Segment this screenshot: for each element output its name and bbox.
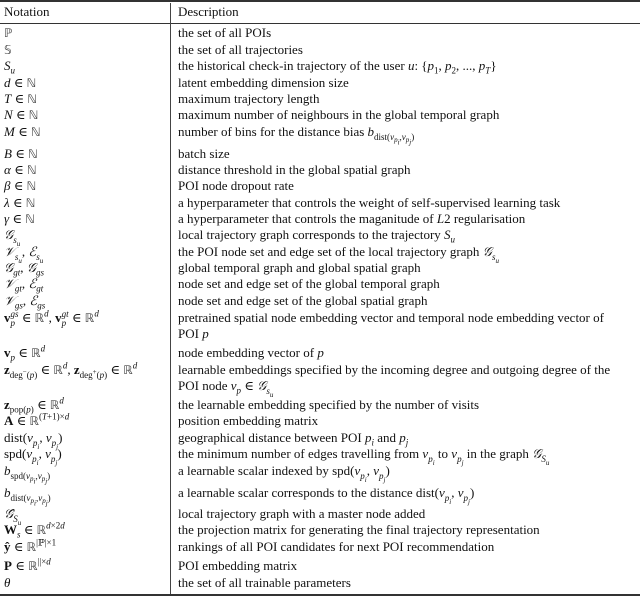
notation-cell: M ∈ ℕ <box>4 124 41 139</box>
table-row <box>0 244 640 265</box>
notation-cell: $v_p$ ∈ ℝ$^d$ <box>4 343 46 363</box>
notation-cell: θ <box>4 575 11 590</box>
table-row <box>0 345 640 361</box>
notation-cell: $𝒢̂_{S_u}$ <box>4 507 22 527</box>
table-row <box>0 430 640 451</box>
description-cell: pretrained spatial node embedding vector and temporal node embedding vector of <box>178 310 604 325</box>
table-row <box>0 260 640 276</box>
description-cell: distance threshold in the global spatial graph <box>178 162 411 177</box>
description-cell: maximum trajectory length <box>178 91 320 106</box>
description-cell: local trajectory graph with a master node added <box>178 506 426 521</box>
notation-cell: ŷ ∈ ℝ$^{|ℙ|\times 1}$ <box>4 537 57 554</box>
table-row <box>0 446 640 467</box>
notation-cell: $z_{pop(p)}$ ∈ ℝ$^d$ <box>4 395 64 415</box>
notation-cell: λ ∈ ℕ <box>4 195 36 210</box>
description-cell: POI embedding matrix <box>178 558 298 573</box>
description-cell: the minimum number of edges travelling from $v_{p_i}$ to $v_{p_j}$ in the graph 𝒢$_{S_u}$ <box>178 446 550 467</box>
description-cell: the set of all POIs <box>178 25 272 40</box>
table-row <box>0 146 640 162</box>
description-cell: geographical distance between POI $p_i$ and $p_j$ <box>178 430 409 448</box>
description-cell: the historical check-in trajectory of the user u: {$p_1$, $p_2$, ..., $p_T$} <box>178 58 497 76</box>
bottom-rule <box>0 594 640 596</box>
table-row <box>0 211 640 227</box>
notation-cell: $W_s$ ∈ ℝ$^{d\times 2d}$ <box>4 520 65 540</box>
description-cell: number of bins for the distance bias $b_{dist(v_{p_i},v_{p_j})}$ <box>178 124 415 147</box>
notation-cell: 𝕊 <box>4 43 12 57</box>
table-row <box>0 58 640 74</box>
description-cell: global temporal graph and global spatial graph <box>178 260 421 275</box>
notation-cell: P ∈ ℝ$^{||\times d}$ <box>4 556 51 573</box>
description-cell: the learnable embedding specified by the number of visits <box>178 397 480 412</box>
notation-cell: 𝒱$_{gs}$, ℰ$_{gs}$ <box>4 293 46 311</box>
description-cell: a hyperparameter that controls the weight of self-supervised learning task <box>178 195 561 210</box>
header-rule <box>0 23 640 24</box>
description-cell-continued: POI node $v_p$ ∈ 𝒢$_{s_u}$ <box>178 378 274 399</box>
table-row <box>0 308 640 341</box>
description-cell: node set and edge set of the global spatial graph <box>178 293 428 308</box>
notation-cell: 𝒢$_{gt}$, 𝒢$_{gs}$ <box>4 260 45 278</box>
table-row <box>0 276 640 292</box>
notation-cell: N ∈ ℕ <box>4 107 39 122</box>
notation-cell: 𝒱$_{s_u}$, ℰ$_{s_u}$ <box>4 244 44 265</box>
notation-cell: 𝒱$_{gt}$, ℰ$_{gt}$ <box>4 276 44 294</box>
description-cell: POI node dropout rate <box>178 178 294 193</box>
description-cell: the projection matrix for generating the final trajectory representation <box>178 522 540 537</box>
notation-cell: $S_u$ <box>4 58 15 76</box>
table-row <box>0 575 640 591</box>
description-cell: the set of all trajectories <box>178 42 303 57</box>
table-row <box>0 485 640 508</box>
description-cell: a learnable scalar indexed by $spd(v_{p_i}$, $v_{p_j}$) <box>178 463 390 484</box>
notation-cell: $z_{deg^-(p)}$ ∈ ℝ$^d$, $z_{deg^+(p)}$ ∈ ℝ$^d$ <box>4 360 138 380</box>
table-row <box>0 539 640 555</box>
notation-cell: $b_{spd(v_{p_i},v_{p_j})}$ <box>4 463 51 486</box>
notation-cell: vgs p ∈ ℝ$^d$, vgt p ∈ ℝ$^d$ <box>4 308 99 329</box>
description-cell-continued: POI p <box>178 326 209 341</box>
description-cell: the POI node set and edge set of the local trajectory graph 𝒢$_{s_u}$ <box>178 244 499 265</box>
table-row <box>0 463 640 486</box>
table-row <box>0 162 640 178</box>
notation-cell: ℙ <box>4 26 13 40</box>
table-row <box>0 522 640 538</box>
description-cell: rankings of all POI candidates for next POI recommendation <box>178 539 495 554</box>
table-row <box>0 195 640 211</box>
description-cell: node embedding vector of p <box>178 345 324 360</box>
notation-cell: A ∈ ℝ$^{(T+1)\times d}$ <box>4 411 70 428</box>
table-row <box>0 91 640 107</box>
description-cell: maximum number of neighbours in the global temporal graph <box>178 107 500 122</box>
table-row <box>0 413 640 429</box>
table-row <box>0 75 640 91</box>
table-row <box>0 506 640 527</box>
description-cell: a hyperparameter that controls the maganitude of L2 regularisation <box>178 211 526 226</box>
description-cell: learnable embeddings specified by the incoming degree and outgoing degree of the <box>178 362 611 377</box>
header-notation: Notation <box>4 4 50 19</box>
description-cell: local trajectory graph corresponds to the trajectory $S_u$ <box>178 227 456 245</box>
table-row <box>0 397 640 413</box>
description-cell: batch size <box>178 146 230 161</box>
notation-cell: β ∈ ℕ <box>4 178 37 193</box>
notation-cell: $b_{dist(v_{p_i},v_{p_j})}$ <box>4 485 51 508</box>
notation-cell: d ∈ ℕ <box>4 75 37 90</box>
table-row <box>0 360 640 399</box>
table-row <box>0 25 640 41</box>
description-cell: node set and edge set of the global temporal graph <box>178 276 440 291</box>
table-row <box>0 178 640 194</box>
notation-cell: B ∈ ℕ <box>4 146 38 161</box>
header-description: Description <box>178 4 239 19</box>
table-row <box>0 558 640 574</box>
notation-cell: $dist(v_{p_i}$, $v_{p_j}$) <box>4 430 63 451</box>
top-rule <box>0 0 640 2</box>
description-cell: position embedding matrix <box>178 413 319 428</box>
notation-cell: γ ∈ ℕ <box>4 211 35 226</box>
table-row <box>0 107 640 123</box>
notation-cell: α ∈ ℕ <box>4 162 37 177</box>
description-cell: the set of all trainable parameters <box>178 575 351 590</box>
description-cell: latent embedding dimension size <box>178 75 349 90</box>
table-row <box>0 42 640 58</box>
table-row <box>0 124 640 147</box>
notation-cell: 𝒢$_{s_u}$ <box>4 228 21 248</box>
table-row <box>0 293 640 309</box>
notation-cell: $spd(v_{p_i}$, $v_{p_j}$) <box>4 446 62 467</box>
notation-cell: T ∈ ℕ <box>4 91 37 106</box>
table-row <box>0 227 640 248</box>
description-cell: a learnable scalar corresponds to the distance $dist(v_{p_i}$, $v_{p_j}$) <box>178 485 475 506</box>
